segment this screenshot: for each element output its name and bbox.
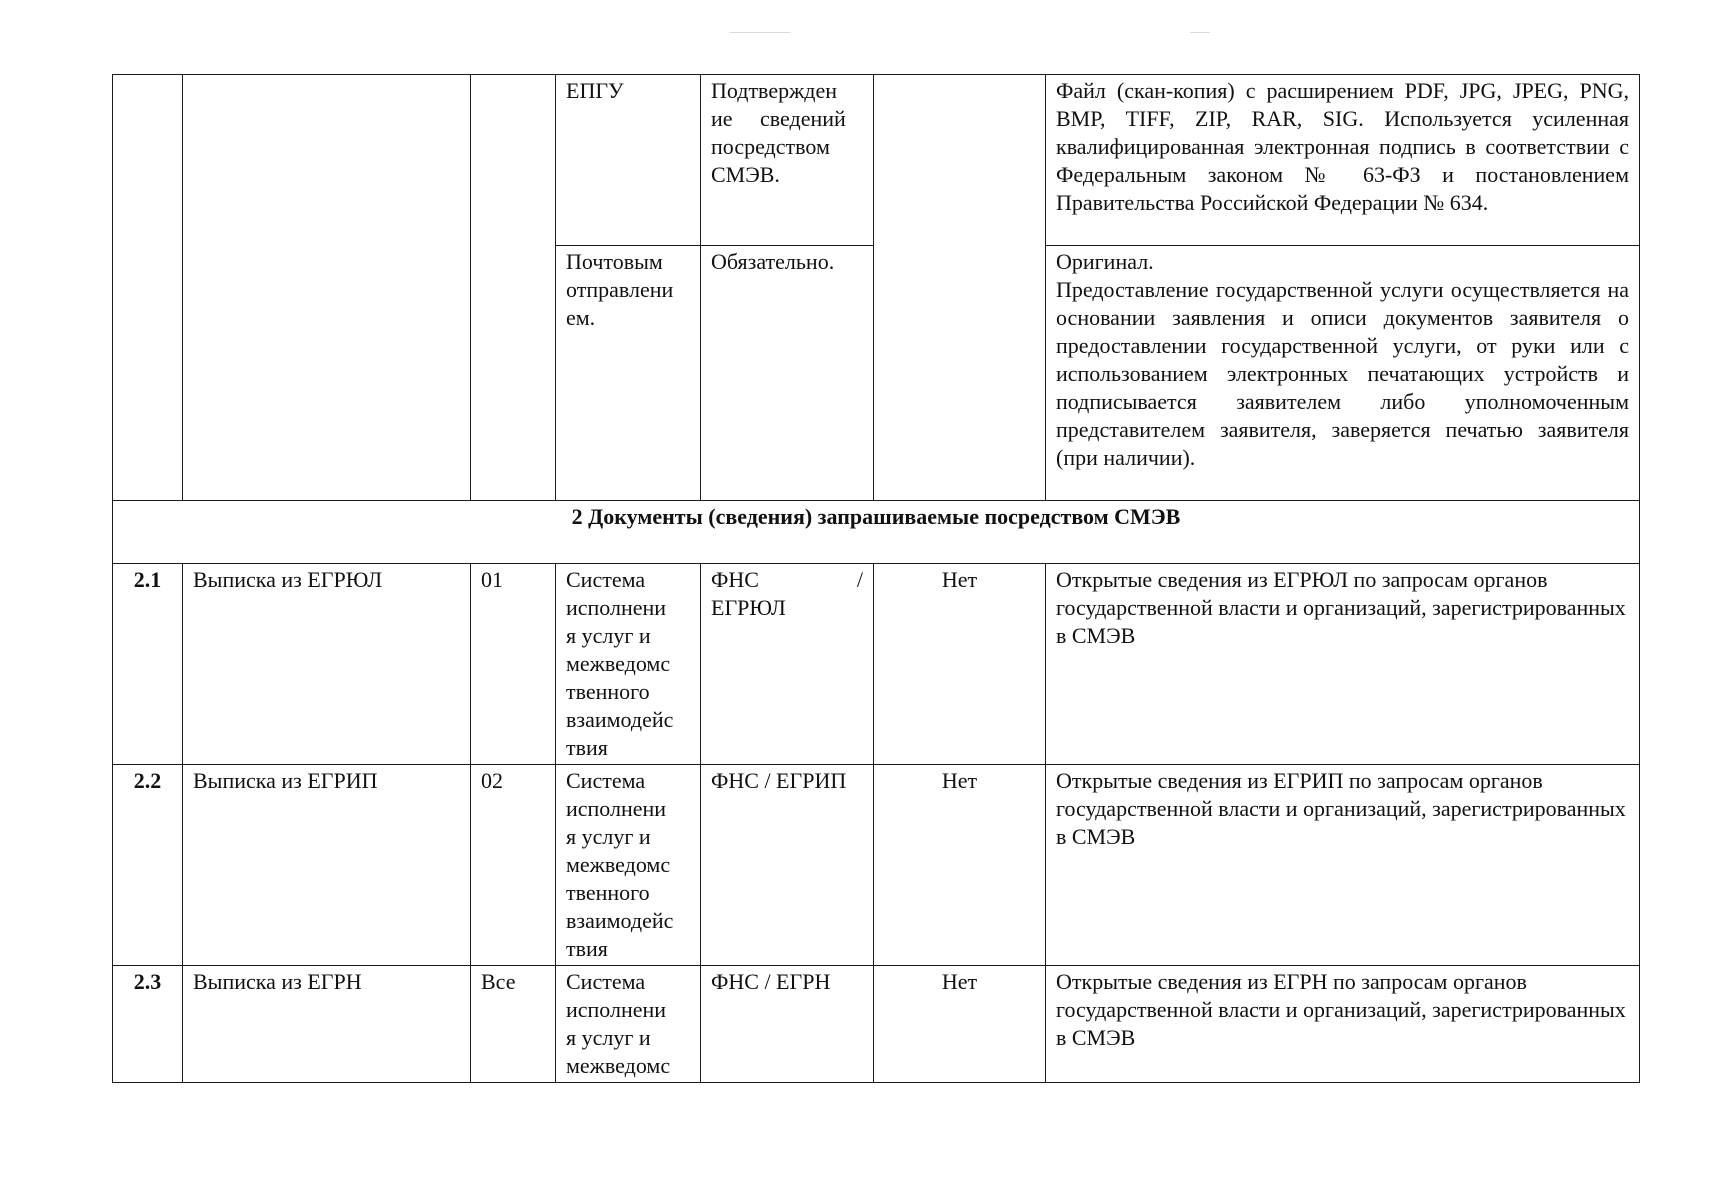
source-line: ФНС / ЕГРИП — [711, 768, 847, 793]
info-text: Открытые сведения из ЕГРЮЛ по запросам органов государственной власти и организаций, зарегистрированных в СМЭВ — [1046, 564, 1640, 765]
cell-system — [556, 564, 701, 765]
system-line: твенного — [566, 679, 650, 704]
info-text: Открытые сведения из ЕГРИП по запросам органов государственной власти и организаций, зарегистрированных в СМЭВ — [1046, 765, 1640, 966]
cell-code-empty — [471, 75, 556, 501]
document-code: Все — [471, 966, 556, 1083]
row-number: 2.2 — [113, 765, 183, 966]
info-text: Открытые сведения из ЕГРН по запросам органов государственной власти и организаций, зарегистрированных в СМЭВ — [1046, 966, 1640, 1083]
system-line: межведомс — [566, 1053, 671, 1078]
system-line: твенного — [566, 880, 650, 905]
fee-value: Нет — [874, 765, 1046, 966]
channel-line: Почтовым — [566, 249, 663, 274]
cell-requirement — [701, 246, 874, 501]
system-line: я услуг и — [566, 623, 651, 648]
document-name: Выписка из ЕГРН — [183, 966, 471, 1083]
cell-source — [701, 765, 874, 966]
cell-requirement — [701, 75, 874, 246]
format-body: Предоставление государственной услуги осуществляется на основании заявления и описи документов заявителя о предоставлении государственной услуги, от руки или с использованием электронных печатающих устройств и подписывается заявителем либо уполномоченным представителем заявителя, заверяется печатью заявителя (при наличии). — [1056, 277, 1629, 470]
document-name: Выписка из ЕГРИП — [183, 765, 471, 966]
channel-line: отправлени — [566, 277, 674, 302]
cell-system — [556, 966, 701, 1083]
row-number: 2.1 — [113, 564, 183, 765]
cell-channel — [556, 75, 701, 246]
section-title: 2 Документы (сведения) запрашиваемые посредством СМЭВ — [113, 501, 1640, 564]
source-line: ФНС / ЕГРН — [711, 969, 831, 994]
cell-source — [701, 564, 874, 765]
document-name: Выписка из ЕГРЮЛ — [183, 564, 471, 765]
document-code: 02 — [471, 765, 556, 966]
requirement-line: ие сведений — [711, 106, 846, 131]
system-line: исполнени — [566, 796, 667, 821]
cell-name-empty — [183, 75, 471, 501]
system-line: я услуг и — [566, 1025, 651, 1050]
table-row — [113, 765, 1640, 966]
cell-num-empty — [113, 75, 183, 501]
channel-line: ем. — [566, 305, 596, 330]
documents-table — [112, 74, 1640, 1083]
system-line: межведомс — [566, 651, 671, 676]
source-line: ЕГРЮЛ — [711, 595, 786, 620]
system-line: я услуг и — [566, 824, 651, 849]
section-row — [113, 501, 1640, 564]
requirement-line: Подтвержден — [711, 78, 838, 103]
table-row-continued-epgu — [113, 75, 1640, 246]
cell-channel — [556, 246, 701, 501]
channel-epgu: ЕПГУ — [566, 78, 624, 103]
format-title: Оригинал. — [1056, 249, 1154, 274]
system-line: взаимодейс — [566, 707, 674, 732]
row-number: 2.3 — [113, 966, 183, 1083]
requirement-text: Обязательно. — [711, 249, 835, 274]
format-text: Файл (скан-копия) с расширением PDF, JPG, JPEG, PNG, BMP, TIFF, ZIP, RAR, SIG. Используется усиленная квалифицированная электронная подпись в соответствии с Федеральным законом № 63-ФЗ и постановлением Правительства Российской Федерации № 634. — [1056, 78, 1629, 215]
requirement-line: СМЭВ. — [711, 162, 780, 187]
document-code: 01 — [471, 564, 556, 765]
table-row — [113, 564, 1640, 765]
cell-source — [701, 966, 874, 1083]
requirement-line: посредством — [711, 134, 830, 159]
scan-artifact-line — [1190, 32, 1210, 33]
system-line: исполнени — [566, 997, 667, 1022]
cell-fee-empty — [874, 75, 1046, 501]
fee-value: Нет — [874, 564, 1046, 765]
cell-format — [1046, 75, 1640, 246]
cell-format — [1046, 246, 1640, 501]
system-line: Система — [566, 768, 646, 793]
system-line: межведомс — [566, 852, 671, 877]
table-row — [113, 966, 1640, 1083]
system-line: Система — [566, 969, 646, 994]
source-line: ФНС / — [711, 567, 863, 592]
cell-system — [556, 765, 701, 966]
system-line: твия — [566, 735, 608, 760]
system-line: взаимодейс — [566, 908, 674, 933]
system-line: твия — [566, 936, 608, 961]
scan-artifact-line — [730, 32, 790, 33]
system-line: Система — [566, 567, 646, 592]
fee-value: Нет — [874, 966, 1046, 1083]
system-line: исполнени — [566, 595, 667, 620]
